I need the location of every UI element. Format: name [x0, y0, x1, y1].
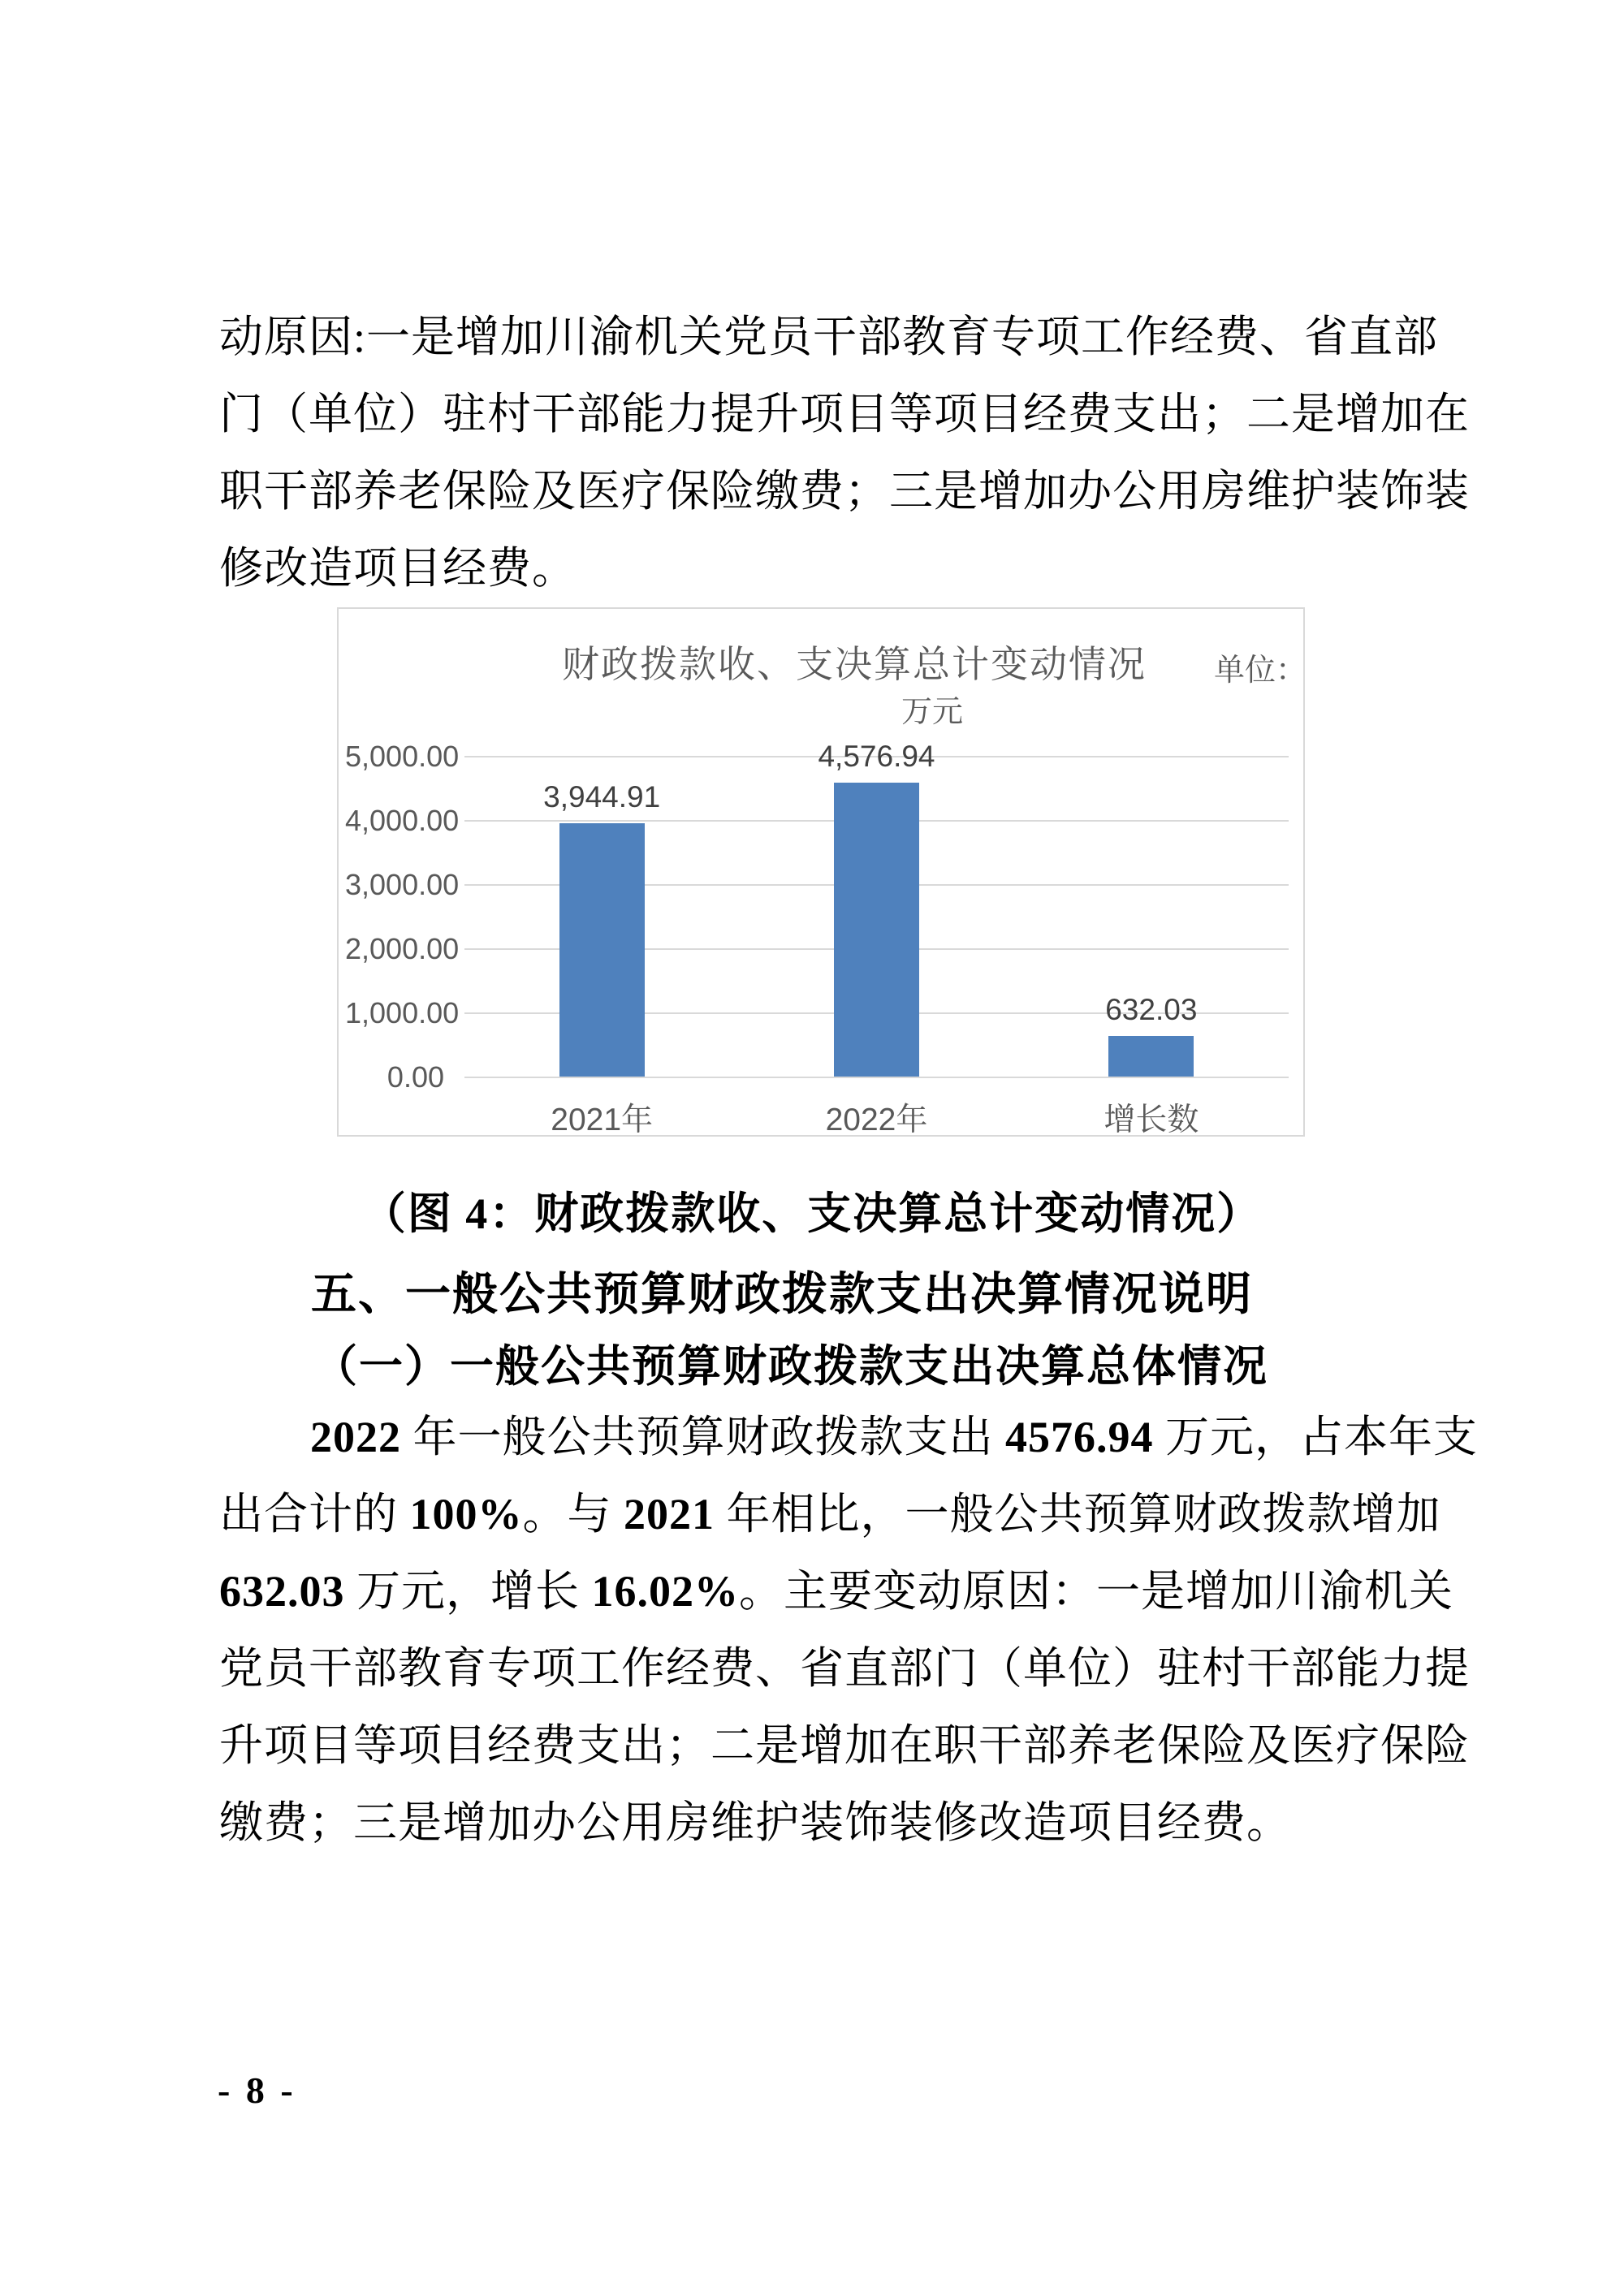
bold-number-text: 4576.94	[1005, 1413, 1154, 1461]
y-axis-tick-label: 4,000.00	[345, 804, 460, 837]
figure-caption: （图 4：财政拨款收、支决算总计变动情况）	[361, 1189, 1263, 1238]
paragraph-top-line: 门（单位）驻村干部能力提升项目等项目经费支出；二是增加在	[219, 390, 1470, 438]
body-text: 万元，占本年支	[1153, 1413, 1478, 1461]
bold-number-text: 100%	[409, 1490, 523, 1539]
figure-4-chart	[337, 607, 1305, 1137]
body-text: 万元，增长	[344, 1567, 592, 1616]
body-text: 党员干部教育专项工作经费、省直部门（单位）驻村干部能力提	[219, 1644, 1470, 1693]
chart-title: 财政拨款收、支决算总计变动情况	[562, 643, 1147, 685]
chart-unit-value: 万元	[901, 695, 963, 729]
body-text: 缴费；三是增加办公用房维护装饰装修改造项目经费。	[219, 1798, 1291, 1847]
y-axis-tick-label: 2,000.00	[345, 932, 460, 965]
gridline	[464, 1077, 1289, 1078]
bar-value-label: 4,576.94	[818, 740, 935, 773]
y-axis-tick-label: 5,000.00	[345, 740, 460, 773]
paragraph-body-line	[219, 1644, 1470, 1693]
body-text: 。与	[522, 1490, 624, 1539]
body-text: 年一般公共预算财政拨款支出	[401, 1413, 1005, 1461]
bar-增长数	[1108, 1036, 1194, 1077]
paragraph-body-line	[219, 1721, 1470, 1770]
x-axis-category-label: 2021年	[551, 1103, 654, 1137]
bold-number-text: 2021	[624, 1490, 715, 1539]
paragraph-body-line	[219, 1490, 1441, 1539]
paragraph-top-line: 动原因:一是增加川渝机关党员干部教育专项工作经费、省直部	[219, 313, 1439, 361]
y-axis-tick-label: 1,000.00	[345, 996, 460, 1029]
x-axis-category-label: 2022年	[825, 1103, 928, 1137]
paragraph-body-line	[219, 1798, 1437, 1847]
bar-value-label: 632.03	[1105, 993, 1198, 1026]
x-axis-category-label: 增长数	[1104, 1103, 1199, 1137]
body-text: 年相比，一般公共预算财政拨款增加	[715, 1490, 1441, 1539]
y-axis-tick-label: 0.00	[387, 1060, 444, 1094]
bold-number-text: 16.02%	[591, 1567, 739, 1616]
body-text: 出合计的	[219, 1490, 410, 1539]
paragraph-top-line: 修改造项目经费。	[219, 544, 577, 593]
bold-number-text: 632.03	[219, 1567, 345, 1616]
subsection-heading: （一）一般公共预算财政拨款支出决算总体情况	[313, 1342, 1268, 1391]
chart-unit-label: 单位：	[1214, 654, 1307, 688]
section-heading: 五、一般公共预算财政拨款支出决算情况说明	[311, 1268, 1253, 1319]
bar-2021年	[559, 823, 645, 1077]
paragraph-top-line: 职干部养老保险及医疗保险缴费；三是增加办公用房维护装饰装	[219, 467, 1470, 516]
body-text: 。主要变动原因：一是增加川渝机关	[739, 1567, 1453, 1616]
paragraph-body-line	[219, 1413, 1528, 1461]
body-text: 升项目等项目经费支出；二是增加在职干部养老保险及医疗保险	[219, 1721, 1470, 1770]
bar-value-label: 3,944.91	[543, 780, 661, 814]
page-number: - 8 -	[218, 2069, 296, 2111]
y-axis-tick-label: 3,000.00	[345, 868, 460, 901]
bar-2022年	[834, 783, 919, 1077]
bold-number-text: 2022	[310, 1413, 401, 1461]
paragraph-body-line	[219, 1567, 1453, 1616]
